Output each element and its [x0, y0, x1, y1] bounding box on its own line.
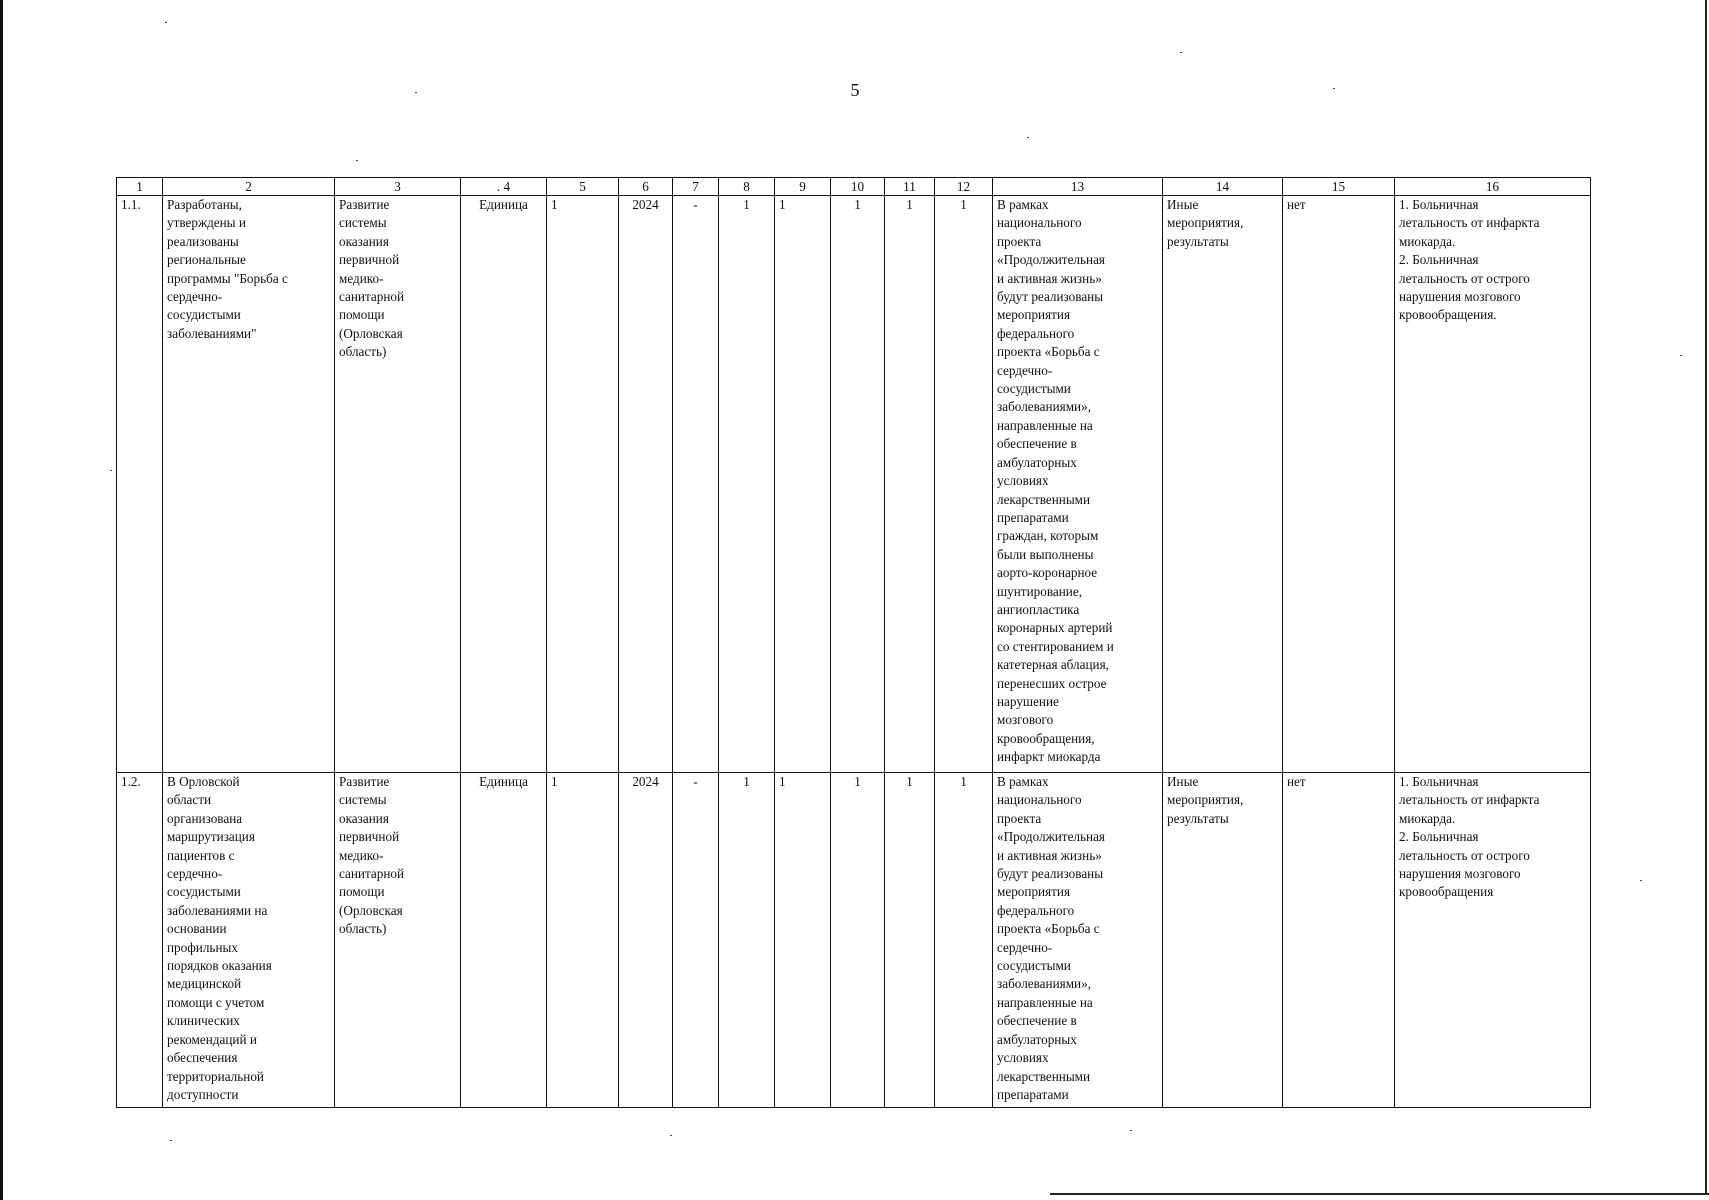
value-col-10: 1 [831, 196, 885, 773]
column-header: 1 [117, 178, 163, 196]
measure-description: В рамках национального проекта «Продолжительная и активная жизнь» будут реализованы мероприятия федерального проекта «Борьба с сердечно- сосудистыми заболеваниями», направленные на обеспечение в амбулаторных условиях лекарственными препаратами граждан, которым были выполнены аорто-коронарное шунтирование, ангиопластика коронарных артерий со стентированием и катетерная аблация, перенесших острое нарушение мозгового кровообращения, инфаркт миокарда [993, 196, 1163, 773]
measure-name: Разработаны, утверждены и реализованы региональные программы "Борьба с сердечно- сосудистыми заболеваниями" [163, 196, 335, 773]
column-header: 10 [831, 178, 885, 196]
value-col-7: - [673, 196, 719, 773]
scan-speck [415, 92, 417, 93]
related-indicators: 1. Больничная летальность от инфаркта миокарда. 2. Больничная летальность от острого нарушения мозгового кровообращения. [1395, 196, 1591, 773]
measure-description: В рамках национального проекта «Продолжительная и активная жизнь» будут реализованы мероприятия федерального проекта «Борьба с сердечно- сосудистыми заболеваниями», направленные на обеспечение в амбулаторных условиях лекарственными препаратами [993, 773, 1163, 1108]
scan-speck [1680, 355, 1682, 356]
measure-name: В Орловской области организована маршрутизация пациентов с сердечно- сосудистыми заболеваниями на основании профильных порядков оказания медицинской помощи с учетом клинических рекомендаций и обеспечения территориальной доступности [163, 773, 335, 1108]
column-header: 16 [1395, 178, 1591, 196]
column-header: 3 [335, 178, 461, 196]
base-year: 2024 [619, 196, 673, 773]
column-header: . 4 [461, 178, 547, 196]
scan-speck [670, 1135, 672, 1136]
column-header: 13 [993, 178, 1163, 196]
value-col-15: нет [1283, 773, 1395, 1108]
page-number: 5 [850, 80, 860, 100]
column-header: 7 [673, 178, 719, 196]
related-indicators: 1. Больничная летальность от инфаркта миокарда. 2. Больничная летальность от острого нарушения мозгового кровообращения [1395, 773, 1591, 1108]
table-row [117, 196, 1591, 773]
value-col-12: 1 [935, 196, 993, 773]
value-col-12: 1 [935, 773, 993, 1108]
row-number: 1.2. [117, 773, 163, 1108]
scan-right-edge [1705, 0, 1707, 1195]
base-value: 1 [547, 773, 619, 1108]
unit-of-measure: Единица [461, 773, 547, 1108]
scan-speck [356, 160, 358, 161]
measure-type: Иные мероприятия, результаты [1163, 773, 1283, 1108]
value-col-15: нет [1283, 196, 1395, 773]
scan-left-edge [0, 0, 3, 1200]
value-col-9: 1 [775, 196, 831, 773]
table-row [117, 773, 1591, 1108]
value-col-9: 1 [775, 773, 831, 1108]
column-header: 9 [775, 178, 831, 196]
value-col-8: 1 [719, 773, 775, 1108]
base-value: 1 [547, 196, 619, 773]
measures-table [116, 177, 1591, 1108]
column-header: 12 [935, 178, 993, 196]
structural-element: Развитие системы оказания первичной медико- санитарной помощи (Орловская область) [335, 196, 461, 773]
scan-bottom-edge [1050, 1193, 1709, 1195]
scan-speck [1180, 52, 1182, 53]
value-col-10: 1 [831, 773, 885, 1108]
value-col-7: - [673, 773, 719, 1108]
column-header: 5 [547, 178, 619, 196]
column-header: 14 [1163, 178, 1283, 196]
column-number-row [117, 178, 1591, 196]
scan-speck [170, 1140, 172, 1141]
value-col-11: 1 [885, 196, 935, 773]
value-col-8: 1 [719, 196, 775, 773]
value-col-11: 1 [885, 773, 935, 1108]
column-header: 11 [885, 178, 935, 196]
column-header: 2 [163, 178, 335, 196]
scan-speck [165, 22, 167, 23]
scan-speck [1333, 88, 1335, 89]
scan-speck [1027, 137, 1029, 138]
column-header: 6 [619, 178, 673, 196]
unit-of-measure: Единица [461, 196, 547, 773]
structural-element: Развитие системы оказания первичной медико- санитарной помощи (Орловская область) [335, 773, 461, 1108]
row-number: 1.1. [117, 196, 163, 773]
scan-speck [110, 470, 112, 471]
column-header: 8 [719, 178, 775, 196]
scan-speck [1640, 880, 1642, 881]
measure-type: Иные мероприятия, результаты [1163, 196, 1283, 773]
scan-speck [1130, 1130, 1132, 1131]
base-year: 2024 [619, 773, 673, 1108]
column-header: 15 [1283, 178, 1395, 196]
